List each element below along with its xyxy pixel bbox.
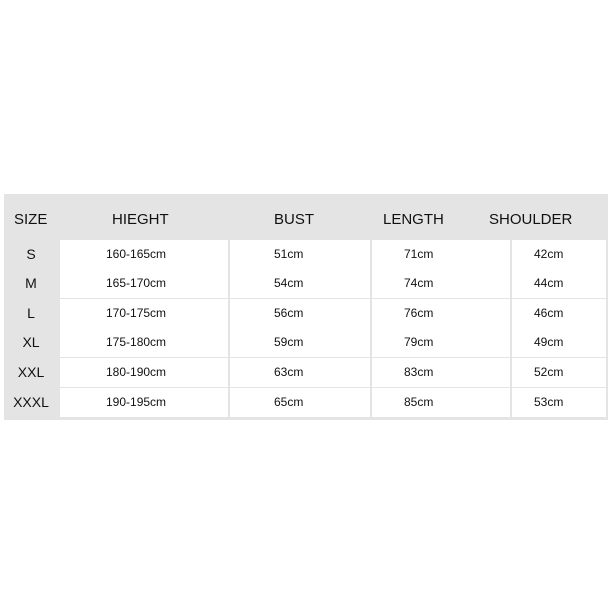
size-label: S <box>26 246 36 262</box>
header-shoulder: SHOULDER <box>489 211 573 228</box>
bust-cell: 51cm <box>230 240 370 269</box>
header-length: LENGTH <box>383 211 444 228</box>
size-label: XXXL <box>13 394 49 410</box>
height-cell: 160-165cm <box>60 240 228 269</box>
length-cell: 83cm <box>372 358 510 387</box>
height-cell: 170-175cm <box>60 299 228 328</box>
length-cell: 74cm <box>372 269 510 298</box>
bust-cell: 56cm <box>230 299 370 328</box>
shoulder-cell: 53cm <box>512 388 606 417</box>
size-label: M <box>25 275 37 291</box>
shoulder-cell: 44cm <box>512 269 606 298</box>
table-row <box>4 328 608 357</box>
shoulder-cell: 49cm <box>512 328 606 357</box>
size-label: XXL <box>17 364 45 380</box>
size-label: L <box>27 305 35 321</box>
header-size: SIZE <box>14 211 48 228</box>
header-bust: BUST <box>274 211 315 228</box>
length-cell: 79cm <box>372 328 510 357</box>
bust-cell: 59cm <box>230 328 370 357</box>
length-cell: 76cm <box>372 299 510 328</box>
table-row <box>4 240 608 269</box>
table-row <box>4 358 608 387</box>
shoulder-cell: 46cm <box>512 299 606 328</box>
length-cell: 71cm <box>372 240 510 269</box>
header-height: HIEGHT <box>112 211 169 228</box>
bust-cell: 54cm <box>230 269 370 298</box>
height-cell: 190-195cm <box>60 388 228 417</box>
height-cell: 180-190cm <box>60 358 228 387</box>
bust-cell: 65cm <box>230 388 370 417</box>
table-row <box>4 269 608 298</box>
shoulder-cell: 52cm <box>512 358 606 387</box>
height-cell: 165-170cm <box>60 269 228 298</box>
bust-cell: 63cm <box>230 358 370 387</box>
size-label: XL <box>22 334 40 350</box>
size-chart-table <box>4 194 608 420</box>
length-cell: 85cm <box>372 388 510 417</box>
height-cell: 175-180cm <box>60 328 228 357</box>
table-row <box>4 388 608 417</box>
table-row <box>4 299 608 328</box>
shoulder-cell: 42cm <box>512 240 606 269</box>
